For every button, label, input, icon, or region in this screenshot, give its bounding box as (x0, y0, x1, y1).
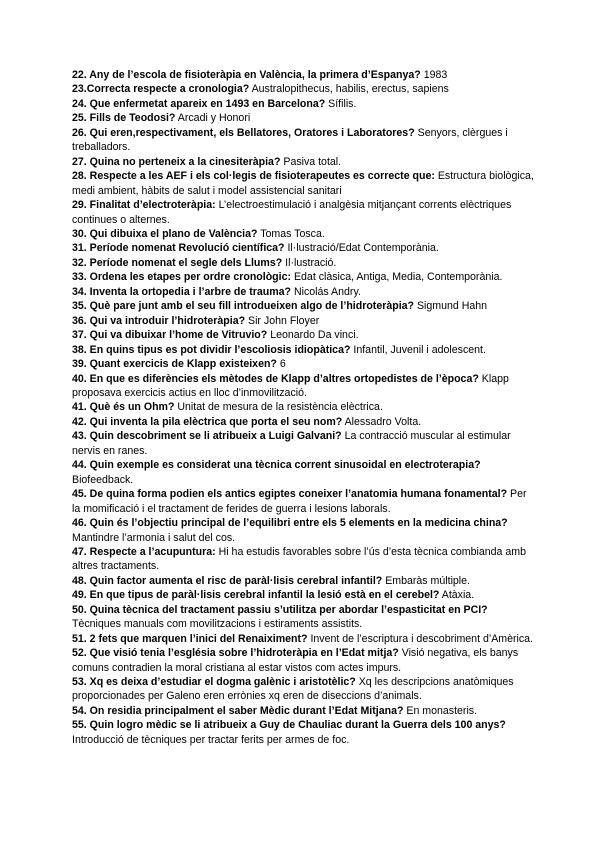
answer-text: Klapp proposava exercicis actius en lloc d’inmovilització. (72, 372, 509, 399)
qa-item (72, 343, 534, 357)
answer-text: Embaràs múltiple. (385, 574, 470, 587)
qa-item (72, 155, 534, 169)
question-text: 36. Qui va introduir l’hidroteràpia? (72, 314, 246, 327)
answer-text: Pasiva total. (283, 155, 342, 168)
qa-item (72, 198, 534, 227)
answer-text: Arcadi y Honori (177, 112, 251, 125)
answer-text: Il·lustració. (285, 256, 337, 269)
answer-text: Tècniques manuals com movilitzacions i estiraments assistits. (72, 618, 363, 631)
question-text: 37. Qui va dibuixar l’home de Vitruvio? (72, 329, 268, 342)
qa-item (72, 111, 534, 125)
qa-item (72, 126, 534, 155)
answer-text: Biofeedback. (72, 473, 134, 486)
question-text: 29. Finalitat d’electroteràpia: (72, 199, 216, 212)
qa-item (72, 704, 534, 718)
qa-item (72, 357, 534, 371)
qa-item (72, 718, 534, 747)
answer-text: Senyors, clèrgues i treballadors. (72, 126, 508, 154)
question-text: 27. Quina no perteneix a la cinesiteràpia? (72, 155, 281, 168)
answer-text: Nicolás Andry. (293, 285, 361, 298)
qa-item (72, 314, 534, 328)
qa-item (72, 285, 534, 299)
answer-text: La contracció muscular al estimular nervis en ranes. (72, 430, 511, 457)
answer-text: Edat clàsica, Antiga, Media, Contemporània. (293, 271, 503, 284)
question-text: 38. En quins tipus es pot dividir l’escoliosis idiopàtica? (72, 343, 351, 356)
question-text: 48. Quin factor aumenta el risc de paràl·lisis cerebral infantil? (72, 574, 383, 587)
qa-item (72, 169, 534, 198)
question-text: 51. 2 fets que marquen l’inici del Renaiximent? (72, 632, 308, 645)
qa-item (72, 632, 534, 646)
qa-item (72, 241, 534, 255)
question-text: 26. Qui eren,respectivament, els Bellatores, Oratores i Laboratores? (72, 126, 415, 139)
question-text: 53. Xq es deixa d’estudiar el dogma galènic i aristotèlic? (72, 676, 356, 689)
question-text: 25. Fills de Teodosi? (72, 112, 176, 125)
answer-text: Australopithecus, habilis, erectus, sapiens (251, 83, 449, 96)
answer-text: Sífilis. (328, 97, 357, 110)
answer-text: 1983 (423, 69, 448, 81)
question-text: 44. Quin exemple es considerat una tècnica corrent sinusoidal en electroterapia? (72, 459, 481, 472)
answer-text: Xq les descripcions anatòmiques proporcionades per Galeno eren errònies xq eren de diseccions d’animals. (72, 676, 514, 703)
question-text: 32. Període nomenat el segle dels Llums? (72, 256, 283, 269)
question-text: 49. En que tipus de paràl·lisis cerebral infantil la lesió està en el cerebel? (72, 589, 440, 602)
answer-text: Atàxia. (441, 589, 475, 602)
question-text: 52. Que visió tenia l’església sobre l’hidroteràpia en l’Edat mitja? (72, 647, 399, 660)
answer-text: Hi ha estudis favorables sobre l’ús d’esta tècnica combianda amb altres tractaments. (72, 545, 526, 573)
qa-item (72, 588, 534, 602)
answer-text: Infantil, Juvenil i adolescent. (353, 343, 486, 356)
answer-text: L’electroestimulació i analgèsia mitjançant corrents elèctriques continues o alternes. (72, 199, 512, 226)
question-text: 34. Inventa la ortopedia i l’arbre de trauma? (72, 285, 292, 298)
qa-item (72, 487, 534, 516)
answer-text: En monasteris. (406, 704, 478, 717)
answer-text: Il·lustració/Edat Contemporània. (287, 242, 439, 255)
qa-item (72, 97, 534, 111)
question-text: 41. Què és un Ohm? (72, 401, 175, 414)
qa-item (72, 82, 534, 96)
qa-item (72, 458, 534, 487)
question-text: 31. Període nomenat Revolució científica? (72, 242, 285, 255)
answer-text: Sigmund Hahn (416, 300, 488, 313)
qa-item (72, 227, 534, 241)
answer-text: Per la momificació i el tractament de ferides de guerra i lesions laborals. (72, 488, 527, 515)
question-text: 39. Quant exercicis de Klapp existeixen? (72, 358, 277, 371)
question-text: 33. Ordena les etapes per ordre cronològic: (72, 271, 292, 284)
question-text: 35. Què pare junt amb el seu fill introdueixen algo de l’hidroteràpia? (72, 300, 415, 313)
question-text: 55. Quin logro mèdic se li atribueix a Guy de Chauliac durant la Guerra dels 100 anys? (72, 719, 506, 732)
question-text: 50. Quina tècnica del tractament passiu s’utilitza per abordar l’espasticitat en PCI? (72, 603, 488, 616)
question-text: 28. Respecte a les AEF i els col·legis de fisioterapeutes es correcte que: (72, 170, 435, 183)
answer-text: Estructura biològica, medi ambient, hàbits de salut i model assistencial sanitari (72, 170, 534, 197)
qa-item (72, 68, 534, 82)
qa-item (72, 603, 534, 632)
qa-item (72, 415, 534, 429)
question-text: 46. Quin és l’objectiu principal de l’equilibri entre els 5 elements en la medicina china? (72, 517, 508, 530)
answer-text: Mantindre l’armonia i salut del cos. (72, 531, 236, 544)
answer-text: Sir John Floyer (248, 314, 320, 327)
qa-item (72, 372, 534, 401)
answer-text: Unitat de mesura de la resistència elèctrica. (177, 401, 383, 414)
answer-text: Tomas Tosca. (260, 227, 325, 240)
answer-text: 6 (279, 358, 286, 371)
question-text: 54. On residia principalment el saber Mèdic durant l’Edat Mitjana? (72, 704, 404, 717)
question-text: 22. Any de l’escola de fisioteràpia en València, la primera d’Espanya? (72, 69, 421, 81)
qa-item (72, 574, 534, 588)
qa-item (72, 256, 534, 270)
qa-item (72, 299, 534, 313)
question-text: 24. Que enfermetat apareix en 1493 en Barcelona? (72, 97, 326, 110)
qa-item (72, 429, 534, 458)
answer-text: Visió negativa, els banys comuns contradien la moral cristiana al estar vistos com actes impurs. (72, 647, 519, 674)
qa-item (72, 400, 534, 414)
qa-item (72, 646, 534, 675)
answer-text: Alessadro Volta. (344, 415, 422, 428)
question-text: 45. De quina forma podien els antics egiptes coneixer l’anatomia humana fonamental? (72, 488, 508, 501)
question-text: 42. Qui inventa la pila elèctrica que porta el seu nom? (72, 415, 343, 428)
question-text: 23.Correcta respecte a cronologia? (72, 83, 250, 96)
answer-text: Invent de l’escriptura i descobriment d’Amèrica. (310, 632, 534, 645)
question-text: 30. Qui dibuixa el plano de València? (72, 227, 258, 240)
qa-item (72, 516, 534, 545)
qa-item (72, 545, 534, 574)
document-page (72, 68, 534, 747)
qa-item (72, 675, 534, 704)
qa-item (72, 270, 534, 284)
answer-text: Introducció de tècniques per tractar ferits per armes de foc. (72, 733, 350, 746)
question-text: 47. Respecte a l’acupuntura: (72, 545, 216, 558)
question-text: 43. Quin descobriment se li atribueix a Luigi Galvani? (72, 430, 342, 443)
qa-item (72, 328, 534, 342)
answer-text: Leonardo Da vinci. (270, 329, 359, 342)
question-text: 40. En que es diferències els mètodes de Klapp d’altres ortopedistes de l’època? (72, 372, 479, 385)
